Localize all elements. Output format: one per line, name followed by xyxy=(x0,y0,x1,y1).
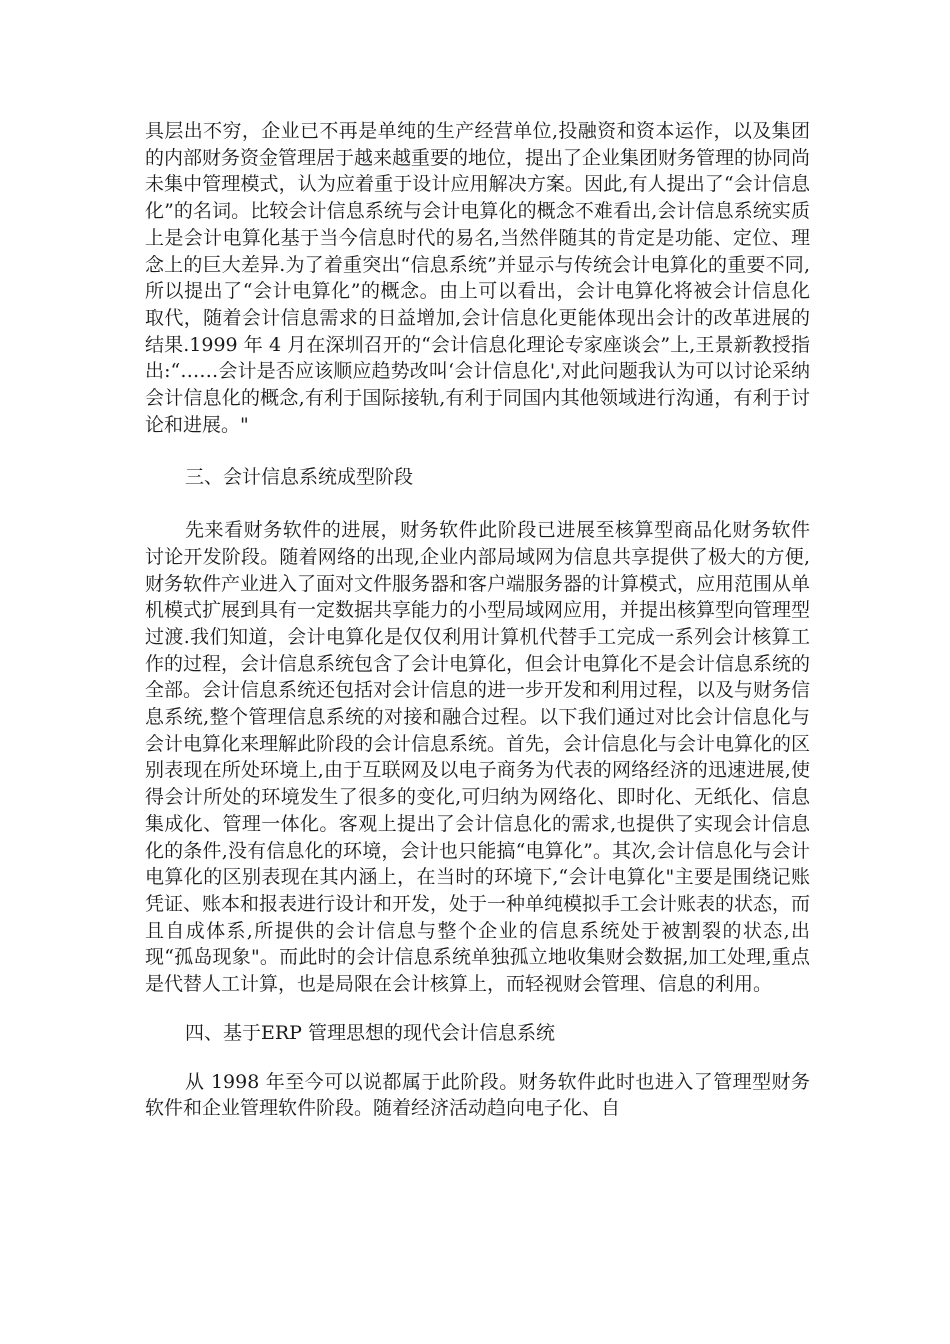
section-heading: 三、会计信息系统成型阶段 xyxy=(185,466,414,489)
section-heading: 四、基于ERP 管理思想的现代会计信息系统 xyxy=(185,1021,556,1044)
document-page xyxy=(145,118,810,1122)
body-paragraph: 先来看财务软件的进展，财务软件此阶段已进展至核算型商品化财务软件讨论开发阶段。随着网络的出现,企业内部局域网为信息共享提供了极大的方便,财务软件产业进入了面对文件服务器和客户端服务器的计算模式，应用范围从单机模式扩展到具有一定数据共享能力的小型局域网应用，并提出核算型向管理型过渡.我们知道，会计电算化是仅仅利用计算机代替手工完成一系列会计核算工作的过程，会计信息系统包含了会计电算化，但会计电算化不是会计信息系统的全部。会计信息系统还包括对会计信息的进一步开发和利用过程，以及与财务信息系统,整个管理信息系统的对接和融合过程。以下我们通过对比会计信息化与会计电算化来理解此阶段的会计信息系统。首先，会计信息化与会计电算化的区别表现在所处环境上,由于互联网及以电子商务为代表的网络经济的迅速进展,使得会计所处的环境发生了很多的变化,可归纳为网络化、即时化、无纸化、信息集成化、管理一体化。客观上提出了会计信息化的需求,也提供了实现会计信息化的条件,没有信息化的环境，会计也只能搞“电算化”。其次,会计信息化与会计电算化的区别表现在其内涵上，在当时的环境下,“会计电算化"主要是围绕记账凭证、账本和报表进行设计和开发，处于一种单纯模拟手工会计账表的状态，而且自成体系,所提供的会计信息与整个企业的信息系统处于被割裂的状态,出现“孤岛现象"。而此时的会计信息系统单独孤立地收集财会数据,加工处理,重点是代替人工计算，也是局限在会计核算上，而轻视财会管理、信息的利用。 xyxy=(145,519,811,996)
body-paragraph: 具层出不穷，企业已不再是单纯的生产经营单位,投融资和资本运作，以及集团的内部财务资金管理居于越来越重要的地位，提出了企业集团财务管理的协同尚未集中管理模式，认为应着重于设计应用解决方案。因此,有人提出了“会计信息化”的名词。比较会计信息系统与会计电算化的概念不难看出,会计信息系统实质上是会计电算化基于当今信息时代的易名,当然伴随其的肯定是功能、定位、理念上的巨大差异.为了着重突出“信息系统”并显示与传统会计电算化的重要不同,所以提出了“会计电算化”的概念。由上可以看出，会计电算化将被会计信息化取代，随着会计信息需求的日益增加,会计信息化更能体现出会计的改革进展的结果.1999 年 4 月在深圳召开的“会计信息化理论专家座谈会”上,王景新教授指出:“……会计是否应该顺应趋势改叫‘会计信息化',对此问题我认为可以讨论采纳会计信息化的概念,有利于国际接轨,有利于同国内其他领域进行沟通，有利于讨论和进展。" xyxy=(145,120,811,436)
body-paragraph: 从 1998 年至今可以说都属于此阶段。财务软件此时也进入了管理型财务软件和企业管理软件阶段。随着经济活动趋向电子化、自 xyxy=(145,1070,810,1120)
